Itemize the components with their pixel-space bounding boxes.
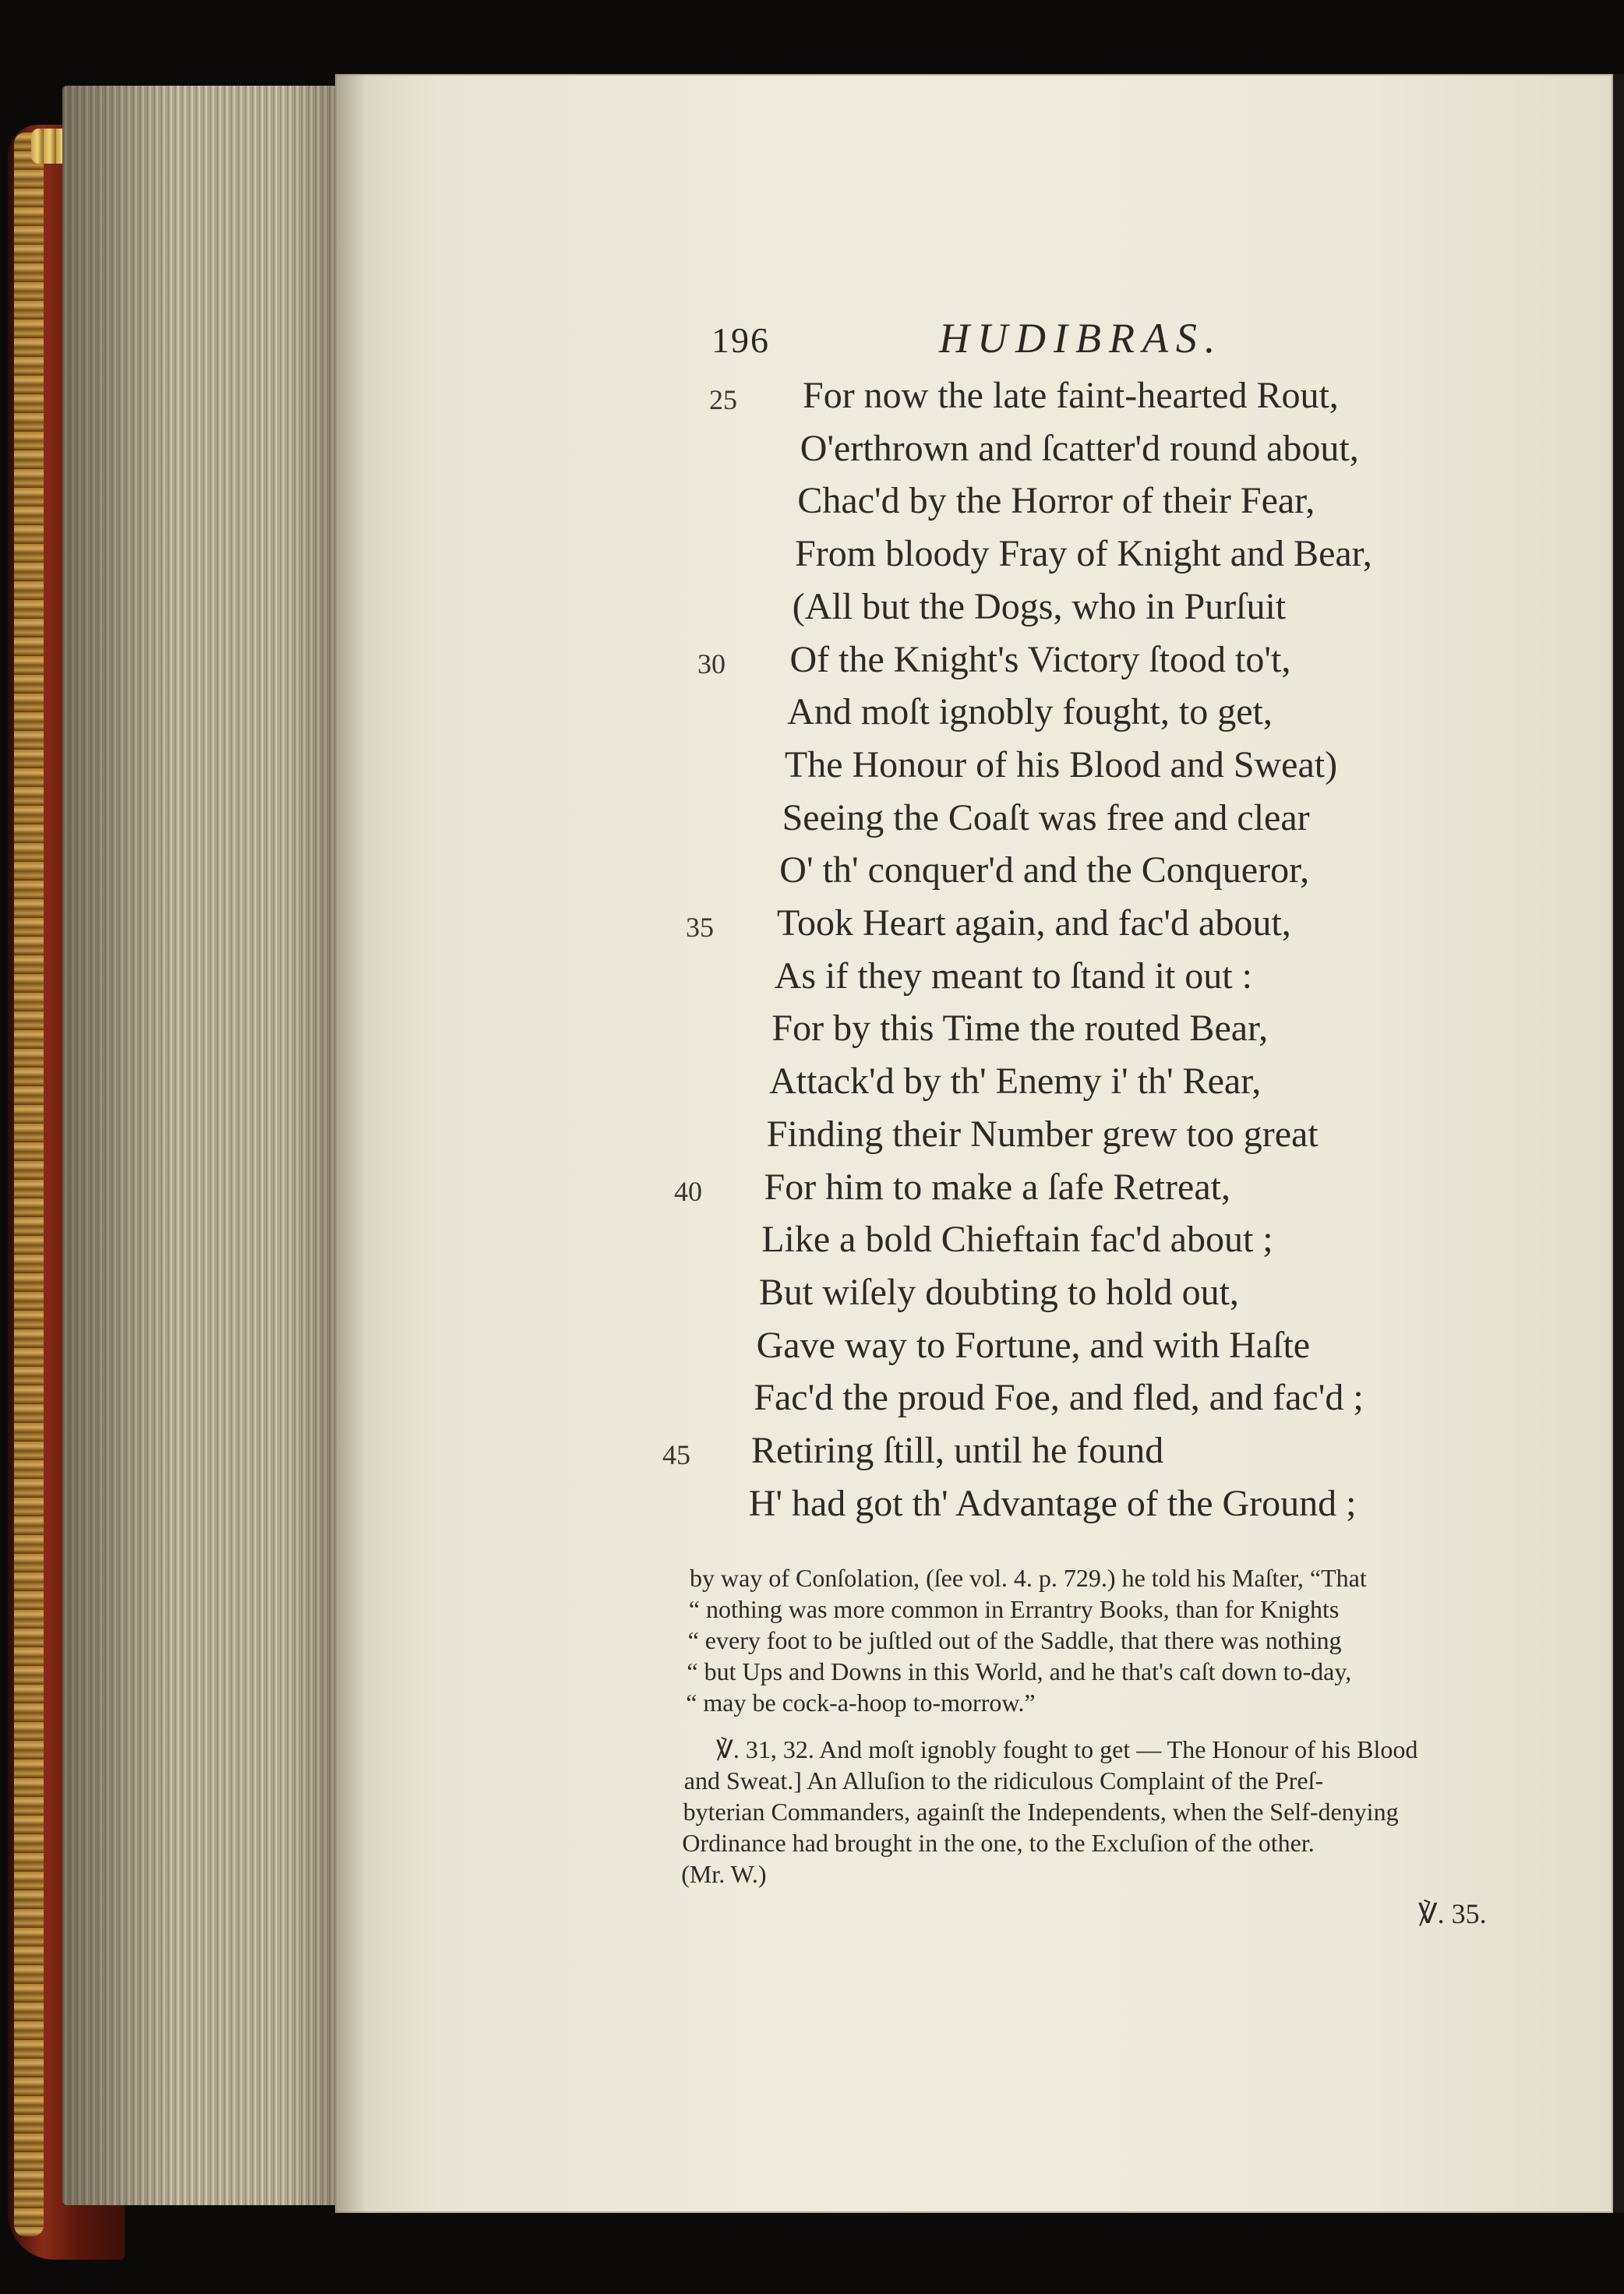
verse-line: For now the late faint-hearted Rout, [803, 375, 1339, 416]
footnote-line: byterian Commanders, againſt the Independents, when the Self-denying [683, 1798, 1399, 1826]
verse-line: Chac'd by the Horror of their Fear, [797, 480, 1315, 522]
line-number: 30 [697, 648, 726, 679]
verse-line: Took Heart again, and fac'd about, [777, 902, 1291, 944]
verse-line: (All but the Dogs, who in Purſuit [792, 585, 1287, 627]
line-number: 35 [686, 912, 714, 943]
footnote-line: “ may be cock-a-hoop to-morrow.” [686, 1689, 1036, 1717]
verse-line: For by this Time the routed Bear, [771, 1008, 1269, 1050]
running-title: HUDIBRAS. [939, 315, 1223, 362]
page-gutter [335, 74, 366, 2213]
verse-line: O' th' conquer'd and the Conqueror, [779, 849, 1310, 891]
verse-line: The Honour of his Blood and Sweat) [784, 743, 1338, 785]
footnote-line: “ every foot to be juſtled out of the Saddle, that there was nothing [687, 1626, 1342, 1654]
line-number: 25 [709, 384, 737, 415]
line-number: 45 [662, 1439, 690, 1470]
verse-line: Like a bold Chieftain fac'd about ; [761, 1219, 1273, 1261]
verse-line: Gave way to Fortune, and with Haſte [756, 1324, 1311, 1366]
verse-line: Retiring ſtill, until he found [751, 1430, 1164, 1471]
verse-line: Seeing the Coaſt was free and clear [782, 796, 1310, 838]
verse-line: Finding their Number grew too great [766, 1113, 1319, 1155]
verse-line: As if they meant to ſtand it out : [774, 955, 1252, 997]
gilt-spine-edge [14, 132, 44, 2236]
footnote-line: ℣. 31, 32. And moſt ignobly fought to get — The Honour of his Blood [716, 1735, 1418, 1763]
verse-line: But wiſely doubting to hold out, [758, 1271, 1239, 1313]
line-number: 40 [674, 1175, 702, 1207]
footnote-line: by way of Conſolation, (ſee vol. 4. p. 729.) he told his Maſter, “That [690, 1564, 1367, 1592]
verse-line: And moſt ignobly fought, to get, [787, 691, 1273, 733]
verse-line: Of the Knight's Victory ſtood to't, [789, 638, 1291, 680]
footnote-line: Ordinance had brought in the one, to the Excluſion of the other. [682, 1829, 1315, 1857]
verse-line: Attack'd by th' Enemy i' th' Rear, [769, 1061, 1262, 1103]
verse-line: H' had got th' Advantage of the Ground ; [748, 1482, 1357, 1524]
footnote-line: “ but Ups and Downs in this World, and he that's caſt down to-day, [687, 1657, 1352, 1685]
verse-line: Fac'd the proud Foe, and fled, and fac'd ; [754, 1377, 1364, 1419]
catchword: ℣. 35. [1418, 1898, 1487, 1929]
verse-line: O'erthrown and ſcatter'd round about, [800, 427, 1359, 469]
verse-line: For him to make a ſafe Retreat, [764, 1166, 1230, 1208]
footnote-line: and Sweat.] An Alluſion to the ridiculous Complaint of the Preſ- [683, 1766, 1324, 1795]
footnote-line: (Mr. W.) [681, 1860, 767, 1888]
verse-line: From bloody Fray of Knight and Bear, [795, 533, 1372, 575]
page-number: 196 [711, 320, 770, 360]
footnote-line: “ nothing was more common in Errantry Books, than for Knights [688, 1595, 1340, 1623]
